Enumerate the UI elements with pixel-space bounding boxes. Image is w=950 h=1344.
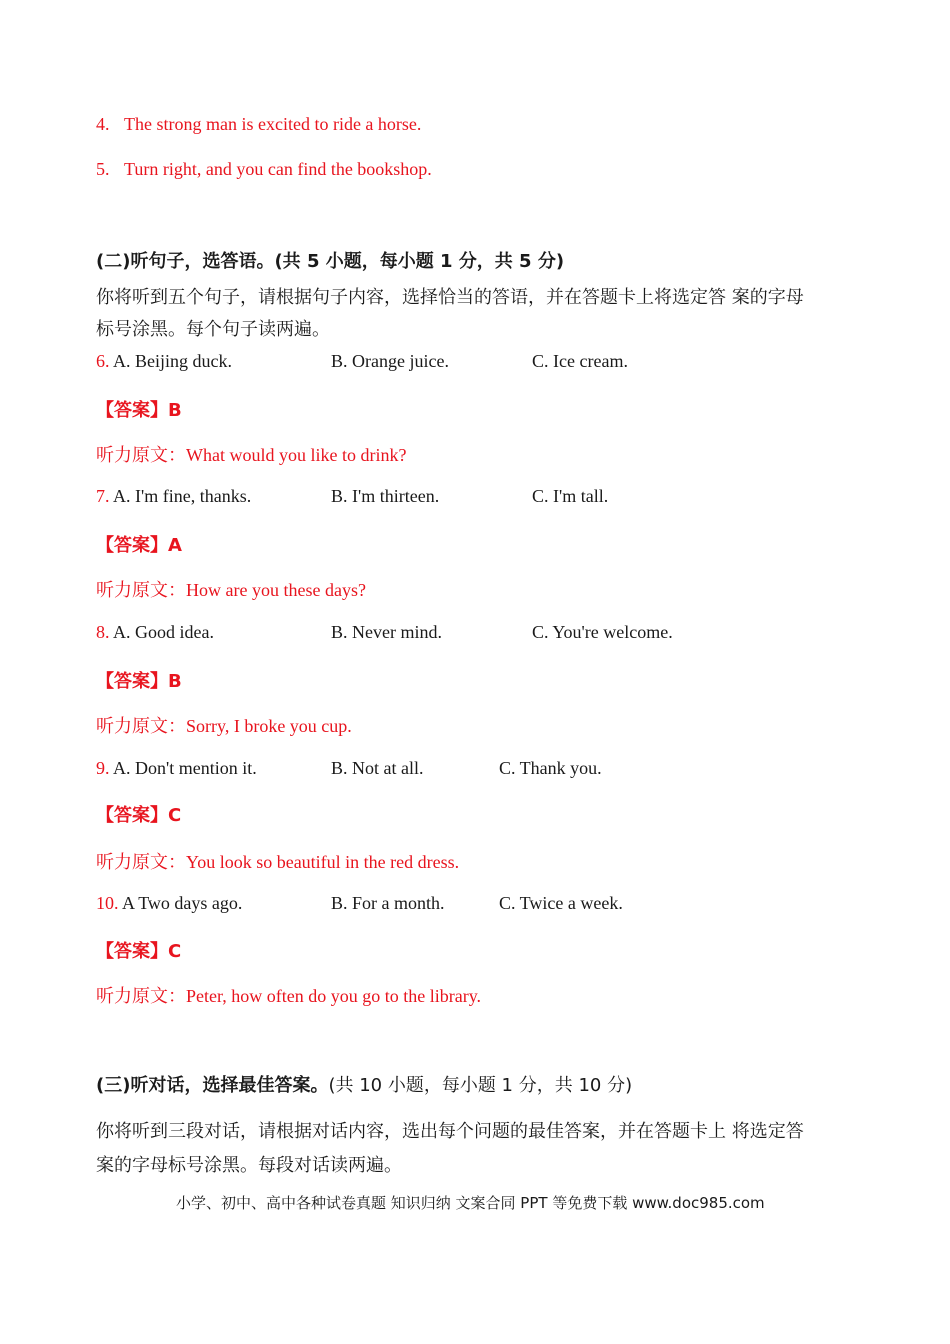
option-a: A Two days ago.: [122, 893, 243, 913]
section-title: (三)听对话，选择最佳答案。: [96, 1075, 329, 1096]
question-row: [96, 622, 214, 643]
script-line: [96, 982, 481, 1008]
section-instructions: 你将听到三段对话，请根据对话内容，选出每个问题的最佳答案，并在答题卡上 将选定答: [96, 1121, 804, 1142]
item-text: The strong man is excited to ride a horse.: [124, 114, 422, 134]
option-b: B. Not at all.: [331, 758, 424, 778]
section-instructions: 你将听到五个句子，请根据句子内容，选择恰当的答语，并在答题卡上将选定答 案的字母: [96, 287, 804, 308]
item-text: Turn right, and you can find the bookshop.: [124, 159, 432, 179]
script-label: 听力原文：: [96, 986, 186, 1007]
question-number: 6.: [96, 351, 110, 371]
answer-line: [96, 667, 182, 693]
question-number: 9.: [96, 758, 110, 778]
question-number: 7.: [96, 486, 110, 506]
option-b: B. Orange juice.: [331, 351, 449, 371]
answer-label: 【答案】: [96, 805, 168, 826]
answer-value: C: [168, 805, 182, 826]
answer-line: [96, 531, 182, 557]
question-row: [96, 893, 242, 914]
answer-line: [96, 801, 181, 827]
question-row: [96, 486, 251, 507]
script-line: [96, 576, 366, 602]
script-text: Peter, how often do you go to the library.: [186, 986, 482, 1006]
answer-value: C: [168, 941, 182, 962]
answer-value: B: [168, 400, 182, 421]
script-label: 听力原文：: [96, 852, 186, 873]
answer-label: 【答案】: [96, 535, 168, 556]
script-text: You look so beautiful in the red dress.: [186, 852, 460, 872]
answer-value: A: [168, 535, 182, 556]
option-c: C. Thank you.: [499, 758, 602, 778]
script-label: 听力原文：: [96, 716, 186, 737]
question-number: 10.: [96, 893, 119, 913]
answer-line: [96, 937, 181, 963]
list-item: [96, 159, 432, 180]
option-a: A. Beijing duck.: [113, 351, 233, 371]
script-line: [96, 441, 406, 467]
option-a: A. Good idea.: [113, 622, 214, 642]
script-line: [96, 712, 352, 738]
answer-label: 【答案】: [96, 400, 168, 421]
script-text: Sorry, I broke you cup.: [186, 716, 352, 736]
answer-label: 【答案】: [96, 671, 168, 692]
section-instructions: 标号涂黑。每个句子读两遍。: [96, 319, 330, 340]
answer-line: [96, 396, 182, 422]
section-scoring: (共 10 小题，每小题 1 分，共 10 分): [328, 1075, 633, 1096]
section-heading: [96, 1071, 632, 1097]
script-label: 听力原文：: [96, 445, 186, 466]
script-label: 听力原文：: [96, 580, 186, 601]
question-number: 8.: [96, 622, 110, 642]
question-row: [96, 758, 257, 779]
script-text: How are you these days?: [186, 580, 366, 600]
item-number: 4.: [96, 114, 110, 134]
section-instructions: 案的字母标号涂黑。每段对话读两遍。: [96, 1155, 402, 1176]
option-a: A. I'm fine, thanks.: [113, 486, 252, 506]
option-c: C. You're welcome.: [532, 622, 673, 642]
answer-value: B: [168, 671, 182, 692]
option-c: C. Ice cream.: [532, 351, 628, 371]
list-item: [96, 114, 421, 135]
option-b: B. For a month.: [331, 893, 445, 913]
script-text: What would you like to drink?: [186, 445, 407, 465]
option-b: B. I'm thirteen.: [331, 486, 440, 506]
option-c: C. Twice a week.: [499, 893, 623, 913]
option-a: A. Don't mention it.: [113, 758, 257, 778]
option-c: C. I'm tall.: [532, 486, 609, 506]
section-heading: (二)听句子，选答语。(共 5 小题，每小题 1 分，共 5 分): [96, 251, 565, 272]
answer-label: 【答案】: [96, 941, 168, 962]
item-number: 5.: [96, 159, 110, 179]
option-b: B. Never mind.: [331, 622, 442, 642]
question-row: [96, 351, 232, 372]
script-line: [96, 848, 459, 874]
page-footer: 小学、初中、高中各种试卷真题 知识归纳 文案合同 PPT 等免费下载 www.doc985.com: [176, 1194, 765, 1212]
